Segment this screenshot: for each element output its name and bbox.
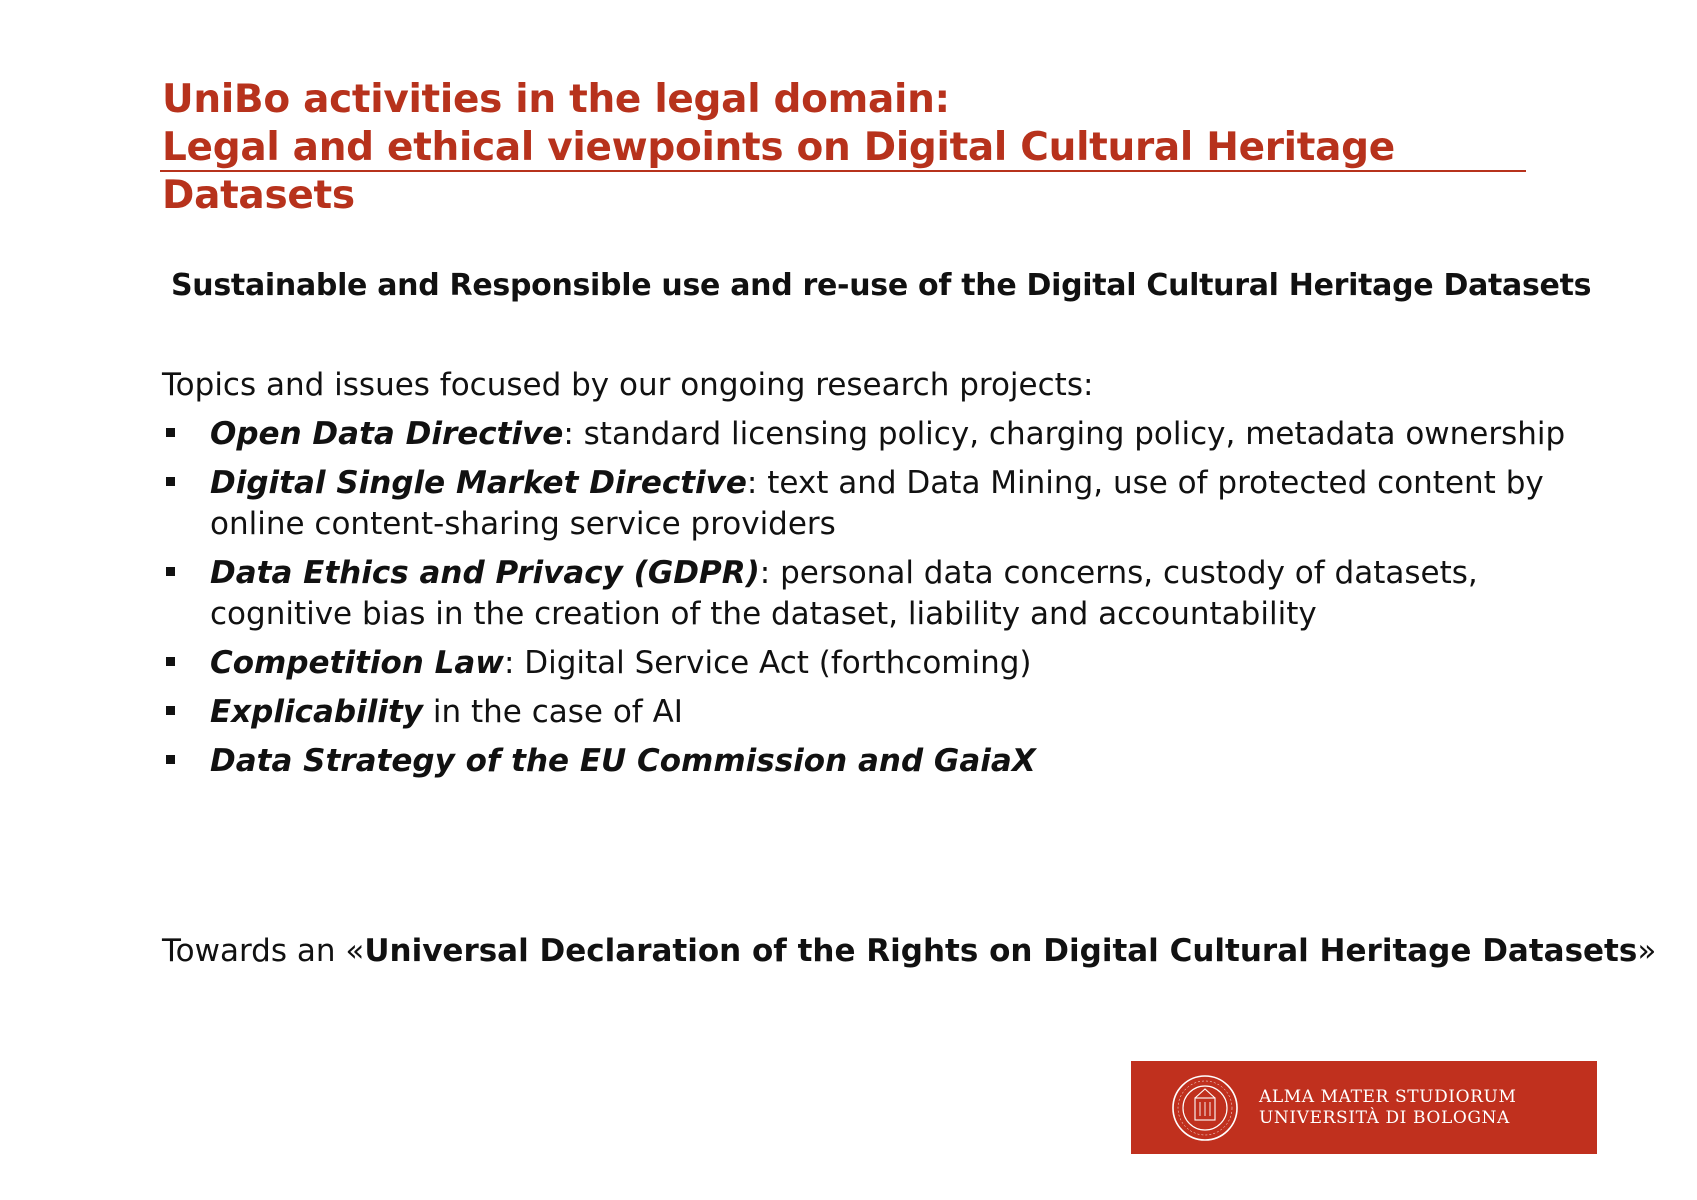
topic-item [162, 463, 1572, 545]
topic-description: in the case of AI [423, 694, 683, 730]
topic-term: Explicability [210, 694, 424, 730]
topic-term: Digital Single Market Directive [210, 465, 747, 501]
square-bullet-icon [166, 428, 175, 437]
topic-description: : personal data concerns, custody of datasets, cognitive bias in the creation of the dataset, liability and accountability [210, 555, 1478, 632]
closing-prefix: Towards an « [162, 933, 365, 969]
title-line-1: UniBo activities in the legal domain: [162, 77, 950, 122]
university-logo [1131, 1061, 1597, 1154]
square-bullet-icon [166, 567, 175, 576]
title-underline [160, 170, 1526, 172]
topic-term: Data Ethics and Privacy (GDPR) [210, 555, 760, 591]
declaration-title: Universal Declaration of the Rights on Digital Cultural Heritage Datasets [364, 933, 1638, 969]
closing-suffix: » [1637, 933, 1657, 969]
slide-subtitle: Sustainable and Responsible use and re-use of the Digital Cultural Heritage Datasets [171, 268, 1592, 303]
topic-item [162, 414, 1572, 455]
logo-line-1: ALMA MATER STUDIORUM [1259, 1086, 1517, 1107]
title-line-2: Legal and ethical viewpoints on Digital Cultural Heritage Datasets [162, 125, 1395, 218]
topic-item [162, 553, 1572, 635]
topic-term: Data Strategy of the EU Commission and GaiaX [210, 743, 1036, 779]
topic-description: : standard licensing policy, charging policy, metadata ownership [563, 416, 1566, 452]
square-bullet-icon [166, 706, 175, 715]
logo-wordmark [1259, 1087, 1517, 1129]
topic-description: : text and Data Mining, use of protected content by online content-sharing service providers [210, 465, 1544, 542]
topic-term: Open Data Directive [210, 416, 564, 452]
topic-item [162, 692, 1572, 733]
logo-line-2: UNIVERSITÀ DI BOLOGNA [1259, 1107, 1510, 1128]
square-bullet-icon [166, 755, 175, 764]
slide-title [162, 76, 1528, 220]
university-seal-icon [1171, 1074, 1239, 1142]
intro-text: Topics and issues focused by our ongoing research projects: [162, 367, 1094, 403]
topic-item [162, 643, 1572, 684]
square-bullet-icon [166, 657, 175, 666]
topic-description: : Digital Service Act (forthcoming) [503, 645, 1032, 681]
topic-item [162, 741, 1572, 782]
topic-list [162, 414, 1572, 790]
closing-statement [162, 930, 1656, 972]
topic-term: Competition Law [210, 645, 504, 681]
square-bullet-icon [166, 477, 175, 486]
